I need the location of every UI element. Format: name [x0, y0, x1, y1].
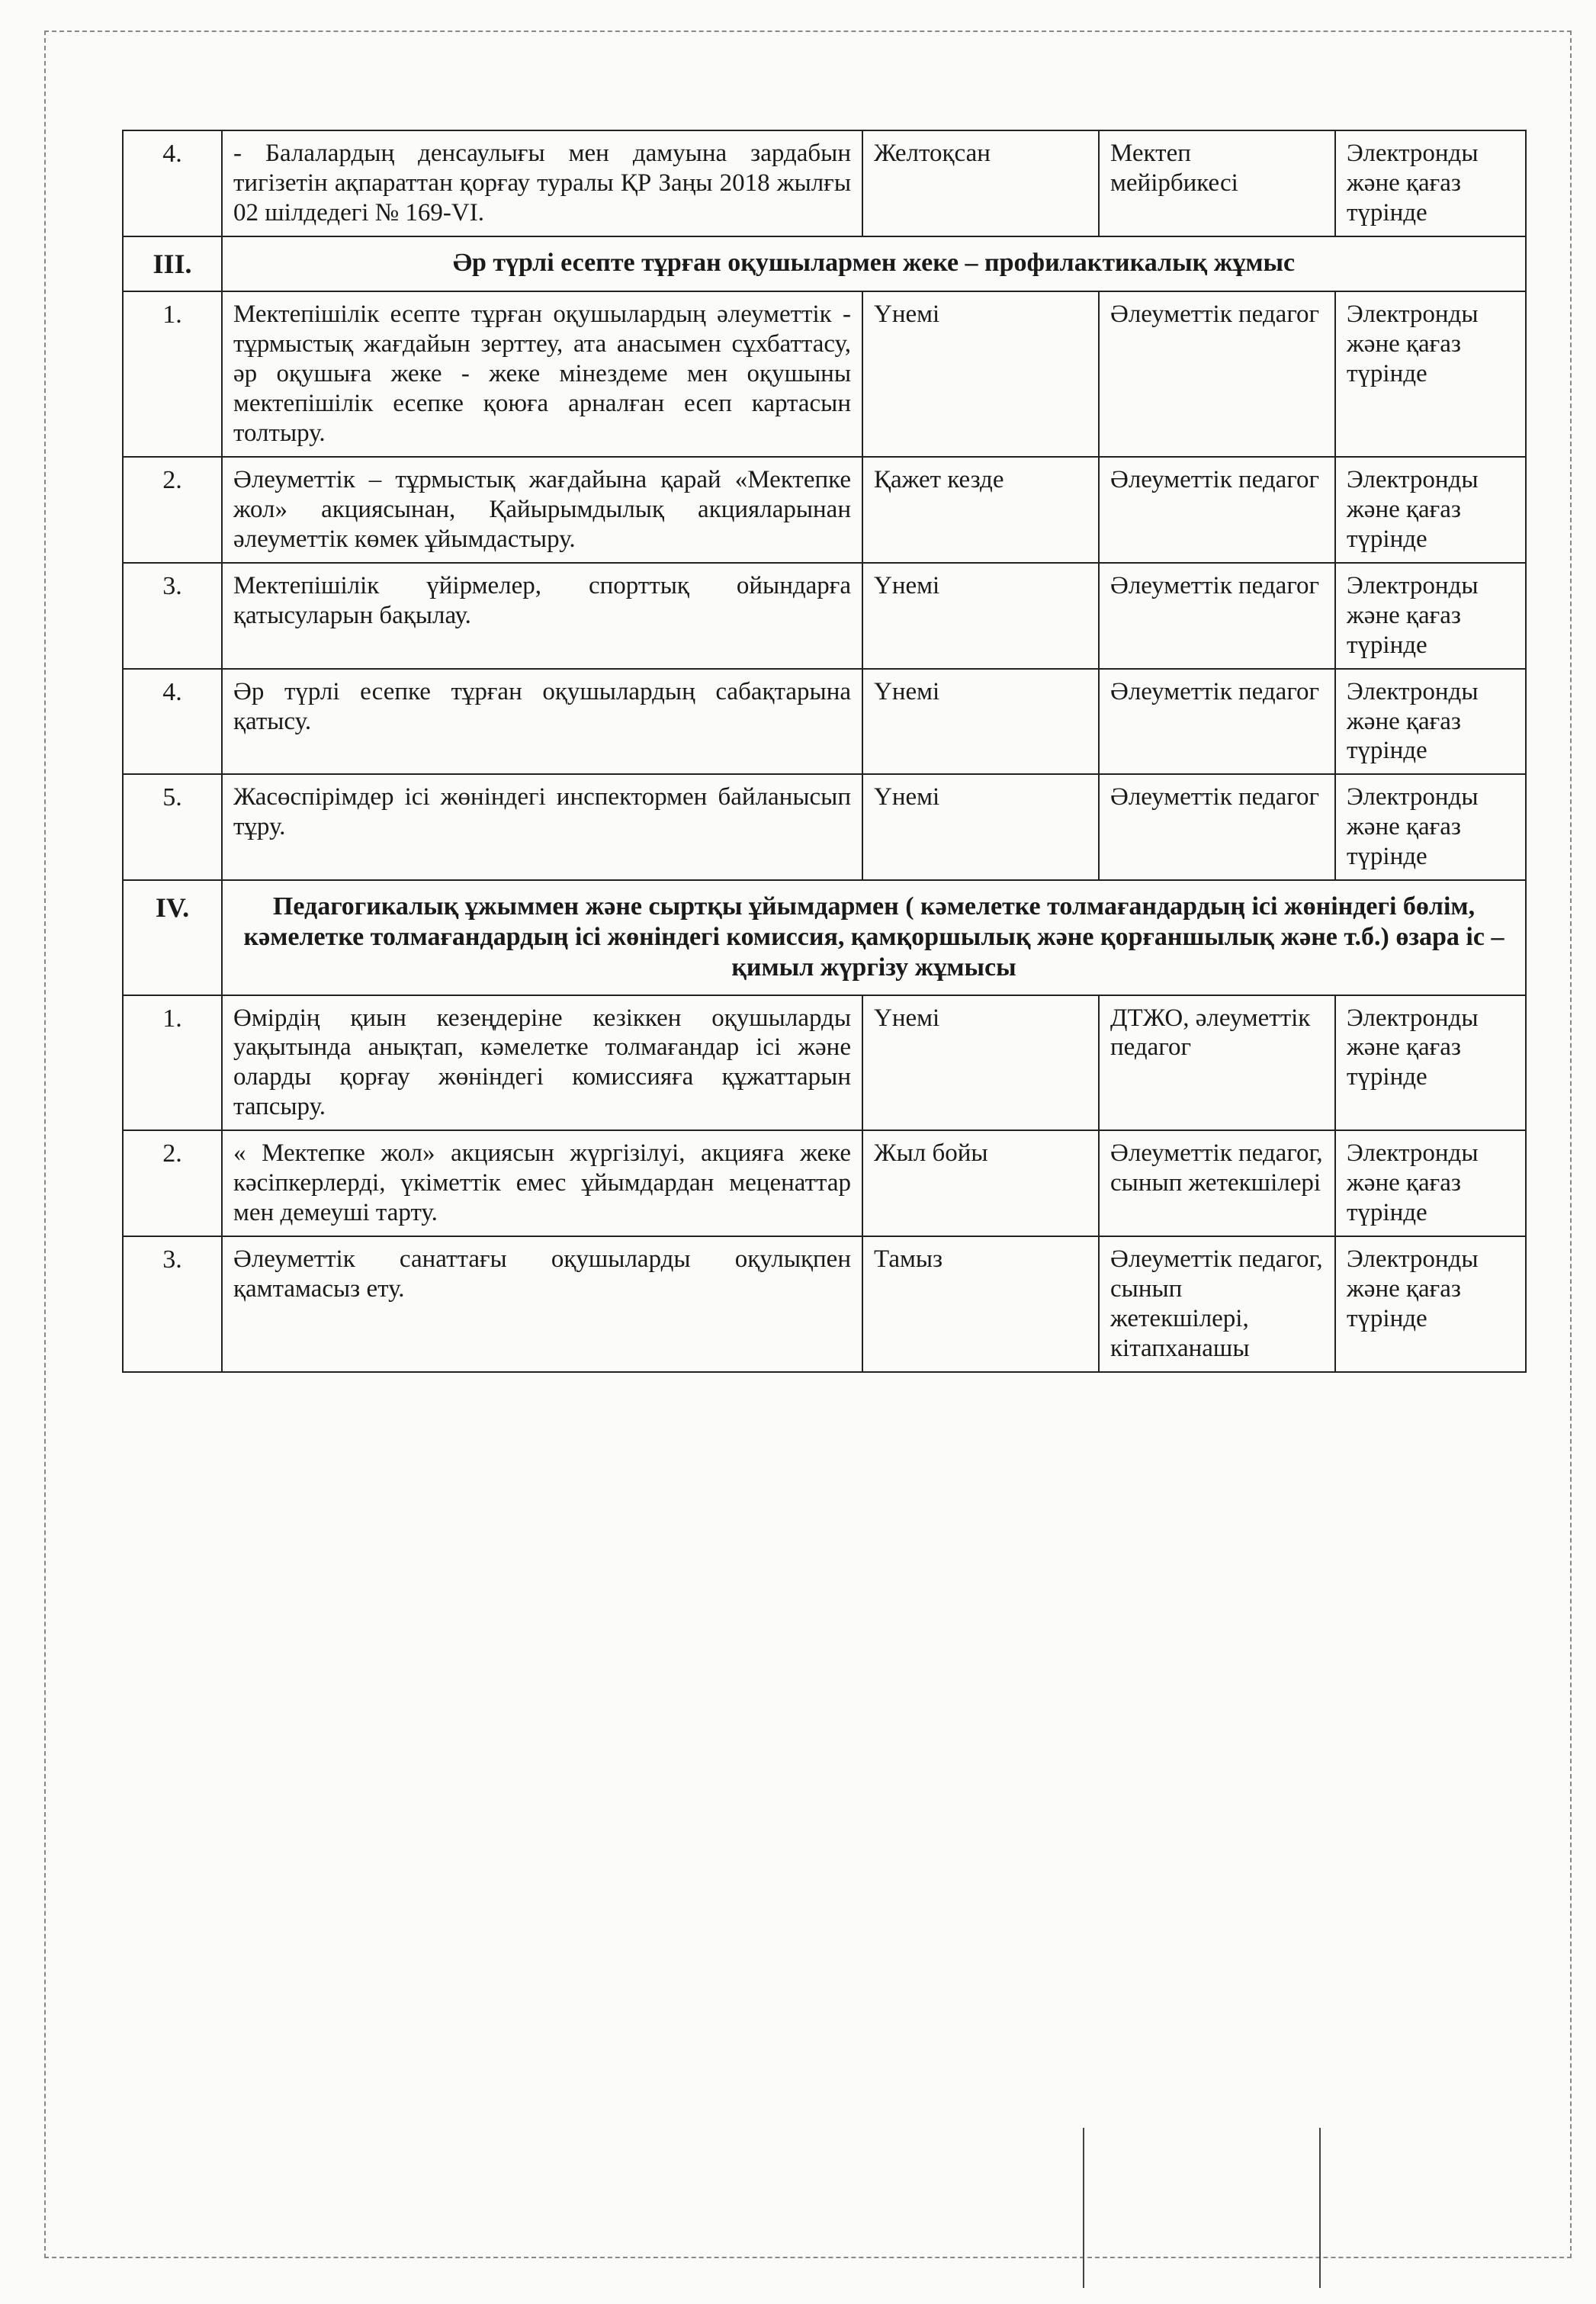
- row-number: 3.: [123, 1236, 222, 1372]
- responsible-cell: Әлеуметтік педагог: [1099, 563, 1335, 669]
- table-row: [123, 457, 1526, 563]
- section-title: Педагогикалық ұжыммен және сыртқы ұйымдармен ( кәмелетке толмағандардың ісі жөніндегі бөлім, кәмелетке толмағандардың ісі жөніндегі комиссия, қамқоршылық және қорғаншылық және т.б.) өзара іс – қимыл жүргізу жұмысы: [222, 880, 1526, 995]
- row-number: 2.: [123, 457, 222, 563]
- time-cell: Үнемі: [862, 774, 1099, 880]
- form-cell: Электронды және қағаз түрінде: [1335, 563, 1526, 669]
- form-cell: Электронды және қағаз түрінде: [1335, 669, 1526, 775]
- time-cell: Тамыз: [862, 1236, 1099, 1372]
- form-cell: Электронды және қағаз түрінде: [1335, 457, 1526, 563]
- form-cell: Электронды және қағаз түрінде: [1335, 774, 1526, 880]
- row-number: 3.: [123, 563, 222, 669]
- form-cell: Электронды және қағаз түрінде: [1335, 130, 1526, 236]
- time-cell: Үнемі: [862, 563, 1099, 669]
- section-header-row: [123, 236, 1526, 291]
- form-cell: Электронды және қағаз түрінде: [1335, 995, 1526, 1131]
- form-cell: Электронды және қағаз түрінде: [1335, 1236, 1526, 1372]
- table-row: [123, 669, 1526, 775]
- table-row: [123, 995, 1526, 1131]
- responsible-cell: Әлеуметтік педагог, сынып жетекшілері, кітапханашы: [1099, 1236, 1335, 1372]
- table-row: [123, 774, 1526, 880]
- responsible-cell: Әлеуметтік педагог: [1099, 774, 1335, 880]
- table-row: [123, 1130, 1526, 1236]
- form-cell: Электронды және қағаз түрінде: [1335, 291, 1526, 457]
- activity-cell: Мектепішілік үйірмелер, спорттық ойындарға қатысуларын бақылау.: [222, 563, 862, 669]
- activity-cell: « Мектепке жол» акциясын жүргізілуі, акцияға жеке кәсіпкерлерді, үкіметтік емес ұйымдардан меценаттар мен демеуші тарту.: [222, 1130, 862, 1236]
- time-cell: Үнемі: [862, 291, 1099, 457]
- activity-cell: Әр түрлі есепке тұрған оқушылардың сабақтарына қатысу.: [222, 669, 862, 775]
- time-cell: Жыл бойы: [862, 1130, 1099, 1236]
- activity-cell: - Балалардың денсаулығы мен дамуына зардабын тигізетін ақпараттан қорғау туралы ҚР Заңы 2018 жылғы 02 шілдедегі № 169-VI.: [222, 130, 862, 236]
- time-cell: Қажет кезде: [862, 457, 1099, 563]
- section-title: Әр түрлі есепте тұрған оқушылармен жеке – профилактикалық жұмыс: [222, 236, 1526, 291]
- time-cell: Үнемі: [862, 995, 1099, 1131]
- row-number: 2.: [123, 1130, 222, 1236]
- table-row: [123, 1236, 1526, 1372]
- section-header-row: [123, 880, 1526, 995]
- plan-table: [122, 130, 1527, 1373]
- responsible-cell: Әлеуметтік педагог: [1099, 669, 1335, 775]
- responsible-cell: Әлеуметтік педагог, сынып жетекшілері: [1099, 1130, 1335, 1236]
- activity-cell: Мектепішілік есепте тұрған оқушылардың әлеуметтік - тұрмыстық жағдайын зерттеу, ата анасымен сұхбаттасу, әр оқушыға жеке - жеке мінездеме мен оқушыны мектепішілік есепке қоюға арналған есеп картасын толтыру.: [222, 291, 862, 457]
- row-number: 4.: [123, 669, 222, 775]
- activity-cell: Әлеуметтік санаттағы оқушыларды оқулықпен қамтамасыз ету.: [222, 1236, 862, 1372]
- row-number: 5.: [123, 774, 222, 880]
- activity-cell: Өмірдің қиын кезеңдеріне кезіккен оқушыларды уақытында анықтап, кәмелетке толмағандар ісі және оларды қорғау жөніндегі комиссияға құжаттарын тапсыру.: [222, 995, 862, 1131]
- activity-cell: Жасөспірімдер ісі жөніндегі инспектормен байланысып тұру.: [222, 774, 862, 880]
- scan-artifact-line: [1083, 2128, 1084, 2288]
- row-number: 4.: [123, 130, 222, 236]
- activity-cell: Әлеуметтік – тұрмыстық жағдайына қарай «Мектепке жол» акциясынан, Қайырымдылық акцияларынан әлеуметтік көмек ұйымдастыру.: [222, 457, 862, 563]
- scan-artifact-line: [1319, 2128, 1321, 2288]
- table-row: [123, 130, 1526, 236]
- row-number: 1.: [123, 995, 222, 1131]
- form-cell: Электронды және қағаз түрінде: [1335, 1130, 1526, 1236]
- responsible-cell: Әлеуметтік педагог: [1099, 457, 1335, 563]
- row-number: 1.: [123, 291, 222, 457]
- responsible-cell: Әлеуметтік педагог: [1099, 291, 1335, 457]
- time-cell: Желтоқсан: [862, 130, 1099, 236]
- time-cell: Үнемі: [862, 669, 1099, 775]
- table-row: [123, 563, 1526, 669]
- table-row: [123, 291, 1526, 457]
- responsible-cell: ДТЖО, әлеуметтік педагог: [1099, 995, 1335, 1131]
- section-number: IV.: [123, 880, 222, 995]
- responsible-cell: Мектеп мейірбикесі: [1099, 130, 1335, 236]
- section-number: III.: [123, 236, 222, 291]
